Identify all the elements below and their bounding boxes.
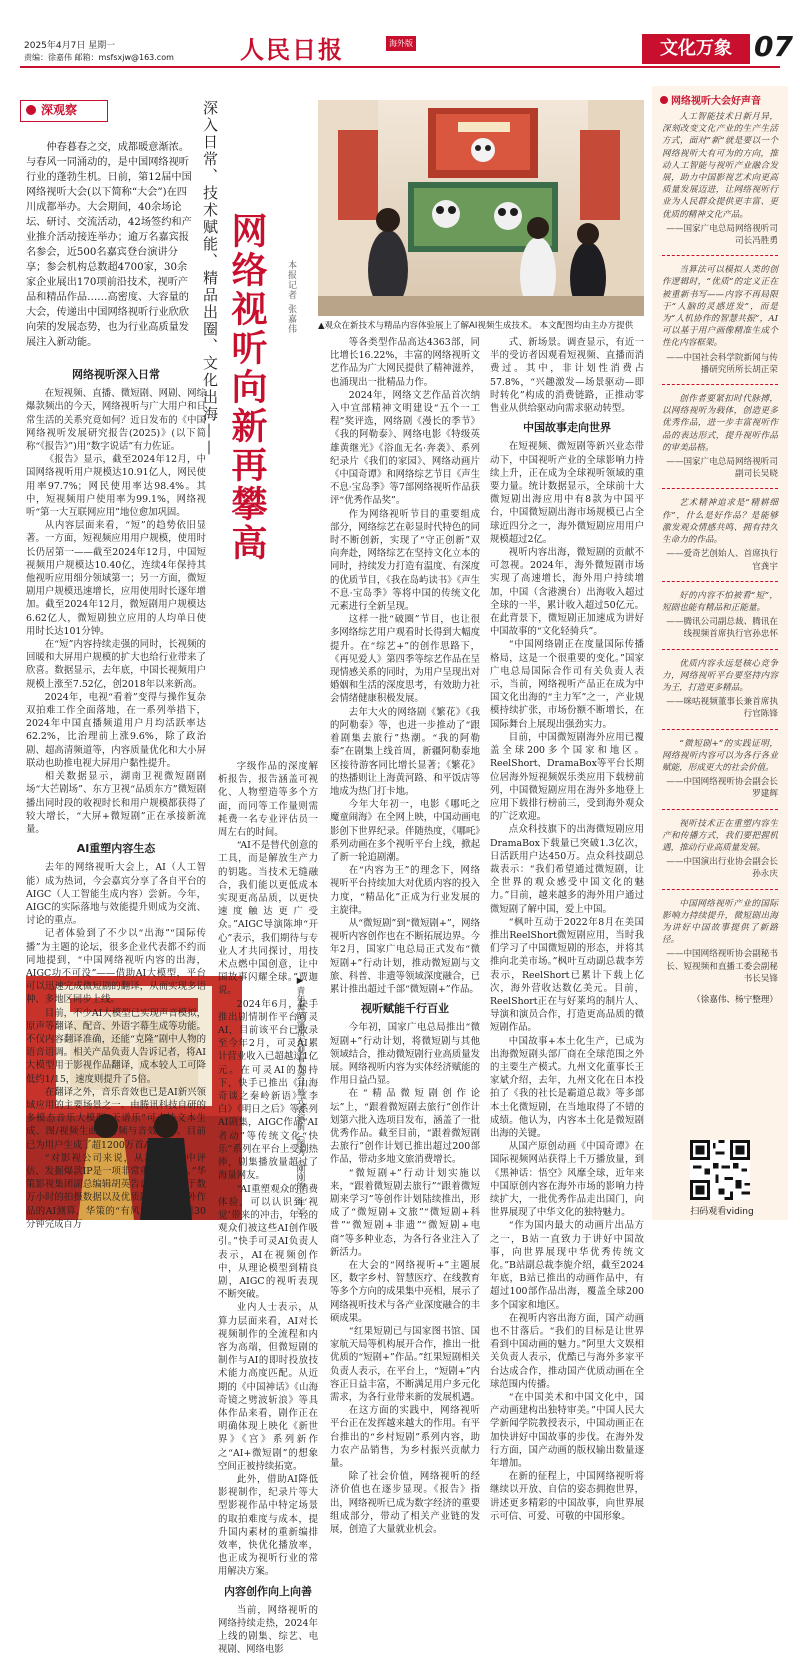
quote-source: ——爱奇艺创始人、首席执行官龚宇 <box>666 549 778 572</box>
article-paragraph: 字级作品的深度解析报告，报告涵盖可视化、人物塑造等多个方面，而同等工作量则需耗费一名专业评估员一周左右的时间。 <box>218 761 318 839</box>
article-paragraph: “对影视公司来说，从海量数字中评估、发掘爆款IP是一项非常重要的工作。”华策影视集团副总编辑胡英告诉记者，基于数万小时的拍摄数据以及优质剧本等海内外作品的AI测算，华策的“有风”大模型可用30分钟完成百万 <box>26 1152 206 1230</box>
compiled-by: （徐嘉伟、杨宁整理） <box>692 994 778 1005</box>
quote-divider <box>662 384 778 385</box>
section-heading: 网络视听深入日常 <box>72 368 160 381</box>
article-paragraph: 除了社会价值，网络视听的经济价值也在逐步显现。《报告》指出，网络视听已成为数字经济的重要组成部分，带动了相关产业链的发展，创造了大量就业机会。 <box>330 1471 481 1536</box>
exhibition-photo <box>318 100 644 316</box>
article-paragraph: 去年大火的网络剧《繁花》《我的阿勒泰》等，也进一步推动了“跟着剧集去旅行”热潮。“我的阿勒泰”在剧集上线首周，新疆阿勒泰地区接待游客同比增长显著；《繁花》的热播则让上海黄河路、和平饭店等地成为热门打卡地。 <box>330 706 481 797</box>
article-column-3 <box>330 336 481 1536</box>
quote-source: ——中国网络视听协会副秘书长、短视频和直播工委会副秘书长吴锋 <box>666 949 778 984</box>
badge-label: 深观察 <box>41 103 78 117</box>
article-paragraph: 记者体验到了不少以“出海”“国际传播”为主题的论坛，很多企业代表都不约而同地提到，“中国网络视听内容的出海，AIGC功不可没”——借助AI大模型，平台可以迅速完成微短剧的翻译，从而实现多语种、多地区同步上线。 <box>26 928 206 1006</box>
sidebar-quote-item <box>662 898 778 985</box>
section-heading: 中国故事走向世界 <box>523 421 611 435</box>
sidebar-dot-icon <box>660 96 668 104</box>
section-heading: AI重塑内容生态 <box>76 842 156 856</box>
masthead-rule <box>20 66 780 68</box>
quote-source: ——腾讯公司副总裁、腾讯在线视频首席执行官孙忠怀 <box>666 617 778 640</box>
article-paragraph: “作为国内最大的动画片出品方之一，B站一直致力于讲好中国故事，向世界展现中华优秀传统文化。”B站副总裁李旎介绍，截至2024年底，B站已推出的动画作品中，有超过100部作品出海，覆盖全球200多个国家和地区。 <box>490 1220 644 1311</box>
article-paragraph: 从“微短剧”到“微短剧+”，网络视听内容创作也在不断拓展边界。今年2月，国家广电总局正式发布“微短剧+”行动计划，推动微短剧与文旅、科普、非遗等领域深度融合，已累计推出超过千部“微短剧+”作品。 <box>330 917 481 995</box>
quote-source: ——咪咕视频董事长兼首席执行官陈锋 <box>666 697 778 720</box>
article-paragraph: 在“短”内容持续走强的同时，长视频的回暖和大屏用户规模的扩大也给行业带来了欣喜。数据显示，去年底，中国长视频用户规模上涨至7.52亿，创2018年以来新高。 <box>26 639 206 690</box>
issue-date: 2025年4月7日 星期一 <box>24 41 116 51</box>
article-paragraph: 去年的网络视听大会上，AI（人工智能）成为热词，今会嘉宾分享了各自平台的AIGC（人工智能生成内容）尝新。今年，AIGC的实际落地与效能提升则成为交流、讨论的重点。 <box>26 862 206 927</box>
article-paragraph: 在新的征程上，中国网络视听将继续以开放、自信的姿态拥抱世界，讲述更多精彩的中国故事，向世界展示可信、可爱、可敬的中国形象。 <box>490 1471 644 1522</box>
article-paragraph: 中国故事+本土化生产，已成为出海微短剧头部厂商在全球范围之外的主要生产模式。九州文化董事长王家斌介绍，去年，九州文化在日本投拍了《我的社长是霸道总裁》等多部本土化微短剧，在当地取得了不错的成绩。他认为，内容本土化是微短剧出海的关键。 <box>490 1035 644 1139</box>
article-paragraph: “红果短剧已与国家图书馆、国家航天局等机构展开合作，推出一批优质的“短剧+”作品。”红果短剧相关负责人表示，在平台上，“短剧+”内容正日益丰富，不断满足用户多元化需求，为各行业带来新的发展机遇。 <box>330 1326 481 1404</box>
article-paragraph: 2024年，网络文艺作品首次纳入中宣部精神文明建设“五个一工程”奖评选，网络剧《漫长的季节》《我的阿勒泰》、网络电影《特级英雄黄继光》《浴血无名·奔袭》、系列纪录片《我们的家园》、网络动画片《中国奇谭》和网络综艺节目《声生不息·宝岛季》等7部网络视听作品获评“优秀作品奖”。 <box>330 389 481 507</box>
article-paragraph: 今年大年初一，电影《哪吒之魔童闹海》在全网上映，中国动画电影创下世界纪录。伴随热度，《哪吒》系列动画在多个视听平台上线，掀起了新一轮追剧潮。 <box>330 799 481 863</box>
newspaper-logo: 人民日报 <box>240 35 344 64</box>
quote-divider <box>662 649 778 650</box>
masthead <box>0 0 800 66</box>
byline: 本报记者 张嘉伟 <box>286 260 296 334</box>
article-paragraph: 等各类型作品高达4363部，同比增长16.22%，丰富的网络视听文艺作品为广大网民提供了精神滋养，也涌现出一批精品力作。 <box>330 337 481 388</box>
article-paragraph: 这样一批“破圈”节目，也让很多网络综艺用户观看时长得到大幅度提升。在“综艺+”的创作思路下，《再见爱人》第四季等综艺作品在呈现情感关系的同时，为用户呈现出对婚姻和生活的深度思考，有效助力社会情绪健康积极发展。 <box>330 614 481 705</box>
article-column-1 <box>26 362 206 1230</box>
section-heading: 视听赋能千行百业 <box>361 1002 449 1016</box>
article-paragraph: “在中国美术和中国文化中，国产动画建构出独特审美。”中国人民大学新闻学院教授表示，中国动画正在加快讲好中国故事的步伐。在海外发行方面，国产动画的版权输出数量逐年增加。 <box>490 1392 644 1470</box>
lead-paragraph: 仲春暮春之交，成都暖意渐浓。与春风一同涌动的，是中国网络视听行业的蓬勃生机。日前，第12届中国网络视听大会(以下简称“大会”)在四川成都举办。大会期间，40余场论坛、研讨、交流活动，42场签约和产业推介活动接连举办；逾万名嘉宾报名参会，近500名嘉宾登台演讲分享；参会机构总数超4700家，30余家企业展出170项前沿技术，视听产品和精品作品……高密度、大容量的大会，传递出中国网络视听行业欣欣向荣的发展态势，也为行业高质量发展注入新动能。 <box>26 142 192 348</box>
sidebar-quote-item <box>662 393 778 480</box>
main-photo-caption: ▲观众在新技术与精品内容体验展上了解AI视频生成技术。 本文配图均由主办方提供 <box>318 321 634 331</box>
overseas-edition-tag: 海外版 <box>386 36 416 51</box>
sidebar-quote-item <box>662 111 778 247</box>
article-paragraph: 在大会的“网络视听+”主题展区，数字乡村、智慧医疗、在线教育等多个方向的成果集中亮相，展示了网络视听技术与各产业深度融合的丰硕成果。 <box>330 1260 481 1324</box>
quote-text: 人工智能技术日新月异，深刻改变文化产业的生产生活方式，面对“新”就是要以一个网络视听大有可为的方向，推动人工智能与视听产业融合发展，助力中国影视艺术向更高质量发展迈进，让网络视听行业为人民群众提供更丰富、更优质的精神文化产品。 <box>662 112 778 220</box>
quote-text: 优质内容永远是核心竞争力，网络视听平台要坚持内容为王，打造更多精品。 <box>662 658 778 693</box>
article-paragraph: 2024年，电视“看着”变得与操作复杂双拍难工作全面落地，在一系列举措下，2024年中国直播频道用户月均活跃率达62.2%，比治理前上涨9.6%，除了政治剧、超高清频道等，内容质量优化和大小屏联动也助推电视大屏用户黏性提升。 <box>26 691 206 769</box>
article-paragraph: 在翻译之外，音乐音效也已是AI新兴领域应用的主要场景之一。由腾讯科技自研的多模态音乐大模型“天谱乐”可支持文本生成、图/视频生曲，音频与音效同步。目前已为用户生成了超1200万首AI歌曲。 <box>26 1086 206 1151</box>
quote-text: 创作者要紧扣时代脉搏，以网络视听为载体，创造更多优秀作品，进一步丰富视听作品的表达形式，提升视听作品的审美品格。 <box>662 394 778 453</box>
quote-source: ——中国网络视听协会副会长罗建辉 <box>666 777 778 800</box>
quote-divider <box>662 729 778 730</box>
article-paragraph: 业内人士表示，从算力层面来看，AI对长视频制作的全流程和内容为高端，但微短剧的制作与AI的即时投放技术能力高度匹配。从近期的《中国神话》《山海奇镜之劈波斩浪》等具体作品来看，剧作正在明确体现上映化《新世界》《宫》系列新作之“AI+微短剧”的想象空间正被持续拓宽。 <box>218 1302 318 1472</box>
article-subtitle: 深入日常、技术赋能、精品出圈、文化出海—— <box>201 100 219 457</box>
section-title: 文化万象 <box>642 34 750 64</box>
badge-dot-icon <box>26 105 36 115</box>
article-paragraph: 在短视频、直播、微短剧、网剧、网综爆款频出的今天，网络视听与广大用户和日常生活的关系究竟如何？近日发布的《中国网络视听发展研究报告(2025)》(以下简称“《报告》”)用“数字说话”有力佐证。 <box>26 388 206 453</box>
page-number: 07 <box>754 30 793 63</box>
sidebar-quote-list <box>652 111 788 985</box>
article-paragraph: “AI不是替代创意的工具，而是解放生产力的钥匙。当技术无缝融合，我们能以更低成本实现更高品质，以更快速度触达更广受众。”AIGC导演陈坤“开心”表示，我们期待与专业人才共同探讨，用技术点燃中国创意，让中国故事闪耀全球。”贾迦说。 <box>218 840 318 997</box>
article-paragraph: 今年初，国家广电总局推出“微短剧+”行动计划，将微短剧与其他领域结合，推动微短剧行业高质量发展。网络视听内容为实体经济赋能的作用日益凸显。 <box>330 1022 481 1087</box>
article-paragraph: 从国产原创动画《中国奇谭》在国际视频网站获得上千万播放量，到《黑神话：悟空》风靡全球，近年来中国原创内容在海外市场的影响力持续扩大，一批优秀作品走出国门，向世界展现了中华文化的独特魅力。 <box>490 1141 644 1219</box>
sidebar-quote-item <box>662 658 778 721</box>
quote-divider <box>662 581 778 582</box>
article-paragraph: 在“精品微短剧创作论坛”上，“跟着微短剧去旅行”创作计划第六批入选项目发布，涵盖了一批优秀作品。截至目前，“跟着微短剧去旅行”创作计划已推出超过200部作品，带动多地文旅消费增长。 <box>330 1088 481 1166</box>
article-paragraph: 视听内容出海，微短剧的贡献不可忽视。2024年，海外微短剧市场实现了高速增长，海外用户持续增加，中国（含港澳台）出海收入超过全球的一半，累计收入超过50亿元。在此背景下，微短剧正加速成为讲好中国故事的“文化轻骑兵”。 <box>490 547 644 638</box>
article-paragraph: 在视听内容出海方面，国产动画也不甘落后。“我们的目标是让世界看到中国动画的魅力。”阿里大文娱相关负责人表示，优酷已与海外多家平台达成合作，推动国产优质动画在全球范围内传播。 <box>490 1312 644 1390</box>
bottom-photo-caption: ▶青年舞蹈演员在观看大会开幕式表演前（图为《刚刚的一年》） <box>295 976 305 1220</box>
quote-text: 视听技术正在重塑内容生产和传播方式，我们要把握机遇，推动行业高质量发展。 <box>662 818 778 853</box>
article-paragraph: 目前，不少AI大模型已实现声音模拟，原声等翻译、配音、外语字幕生成等功能。不仅内容翻译准确，还能“克隆”剧中人物的语音语调。相关产品负责人告诉记者，将AI大模型用于影视作品翻译，成本较人工可降低约1/15，速度则提升了5倍。 <box>26 1007 206 1085</box>
sidebar-quote-item <box>662 738 778 801</box>
sidebar-title <box>652 86 788 111</box>
quote-divider <box>662 255 778 256</box>
quote-text: 好的内容不怕被看“短”，短剧也能有精品和正能量。 <box>662 590 778 613</box>
article-paragraph: “中国网络剧正在度量国际传播格局，这是一个很重要的变化。”国家广电总局国际合作司有关负责人表示，当前，网络视听产品正在成为中国文化出海的“主力军”之一，产业规模持续扩张，市场份额不断增长，在国际舞台上展现出强劲实力。 <box>490 639 644 730</box>
article-column-4 <box>490 336 644 1522</box>
quote-source: ——国家广电总局网络视听司副司长吴晓 <box>666 457 778 480</box>
quote-divider <box>662 809 778 810</box>
quote-source: ——中国社会科学院新闻与传播研究所所长胡正荣 <box>666 352 778 375</box>
qr-code-icon <box>690 1140 750 1200</box>
qr-code-label: 扫码观看viding <box>690 1207 754 1217</box>
article-paragraph: 相关数据显示，湖南卫视微短剧剧场“大芒剧场”、东方卫视“品质东方”微短剧播出同时段的收视时长和用户规模都获得了较大增长，“大屏+微短剧”正在承接新流量。 <box>26 771 206 835</box>
article-paragraph: 在这方面的实践中，网络视听平台正在发挥越来越大的作用。有平台推出的“乡村短剧”系列内容，助力农产品销售，为乡村振兴贡献力量。 <box>330 1405 481 1470</box>
quote-divider <box>662 889 778 890</box>
article-title: 网络视听向新再攀高 <box>226 212 267 563</box>
quote-text: 中国网络视听产业的国际影响力持续提升，微短剧出海为讲好中国故事提供了新路径。 <box>662 898 778 946</box>
quote-text: 艺术精神追求是“精耕细作”，什么是好作品？是能够激发观众情感共鸣、拥有持久生命力的作品。 <box>662 498 778 546</box>
qr-code[interactable] <box>690 1140 750 1200</box>
article-paragraph: 在“内容为王”的理念下，网络视听平台持续加大对优质内容的投入力度，“精品化”正成为行业发展的主旋律。 <box>330 865 481 916</box>
article-paragraph: 从内容层面来看，“短”的趋势依旧显著。一方面，短视频应用用户规模，使用时长仍居第一——截至2024年12月，中国短视频用户规模达10.40亿，连续4年保持其他视听应用细分领域第一；另一方面，微短剧用户规模迅速增长，应用使用时长逐年增加。截至2024年12月，微短剧用户规模达6.62亿人，微短剧独立应用的人均单日使用时长达101分钟。 <box>26 520 206 637</box>
article-paragraph: 作为网络视听节目的重要组成部分，网络综艺在彰显时代特色的同时不断创新，实现了“守正创新”双向奔赴，网络综艺在坚持文化立本的同时，持续发力打造有温度、有深度的优质节目，《我在岛屿读书》《声生不息·宝岛季》等将中国的传统文化元素进行全新呈现。 <box>330 508 481 613</box>
article-paragraph: 2024年6月，快手推出剧情制作平台可灵AI，目前该平台已收录至今年2月，可灵AI累计营业收入已超越过1亿元。在可灵AI的加持下，快手已推出《山海奇谈之秦岭新语》《李白》《明日之后》等系列AI剧集，AIGC作品“AI者动”等传统文化“快乐”系列在平台上受到热捧，剧集播放量超过了海量网友。 <box>218 998 318 1182</box>
article-paragraph: “枫叶互动于2022年8月在美国推出ReelShort微短剧应用，当时我们学习了中国微短剧的形态，并将其推向北美市场。”枫叶互动副总裁李芳表示，ReelShort已累计下载上亿次，海外营收达数亿美元。目前，ReelShort正在与好莱坞的制片人、导演和演员合作，打造更高品质的微短剧作品。 <box>490 916 644 1034</box>
quote-divider <box>662 488 778 489</box>
exhibition-photo-illustration <box>318 100 644 316</box>
article-paragraph: 在短视频、微短剧等新兴业态带动下，中国视听产业的全球影响力持续上升，正在成为全球视听领域的重要力量。统计数据显示，全球前十大微短剧出海应用中有8款为中国平台，中国微短剧出海市场规模已占全球近四分之一，海外微短剧应用用户规模超过2亿。 <box>490 441 644 545</box>
quote-source: ——国家广电总局网络视听司司长冯胜勇 <box>666 223 778 247</box>
sidebar-title-text: 网络视听大会好声音 <box>671 96 761 107</box>
section-badge <box>20 100 108 122</box>
sidebar-quote-item <box>662 497 778 572</box>
section-heading: 内容创作向上向善 <box>224 1584 312 1598</box>
article-paragraph: 此外，借助AI降低影视制作，纪录片等大型影视作品中特定场景的取拍难度与成本，提升国内素材的重新编排效率，快优化播放率，也正成为视听行业的常用解决方案。 <box>218 1473 318 1578</box>
editor-line: 责编：徐嘉伟 邮箱：msfsxjw@163.com <box>24 53 174 62</box>
quotes-sidebar <box>652 86 788 1220</box>
quote-source: ——中国演出行业协会副会长孙永庆 <box>666 857 778 880</box>
sidebar-quote-item <box>662 818 778 881</box>
sidebar-quote-item <box>662 264 778 376</box>
quote-text: “微短剧+”的实践证明，网络视听内容可以为各行各业赋能，形成更大的社会价值。 <box>662 738 778 773</box>
quote-text: 当算法可以模拟人类的创作逻辑时，“优质”的定义正在被重新书写——内容不再局限于“人脑的灵感迸发”，而是为“人机协作的智慧共振”，AI可以基于用户画像精准生成个性化内容框架。 <box>662 265 778 349</box>
article-paragraph: “AI重塑观众的消费体验，可以认识到‘视觉’带来的冲击，年轻的观众们被这些AI创作吸引。”快手可灵AI负责人表示，AI在视频创作中，从理论模型到精良剧，AIGC的视听表现不断突破。 <box>218 1183 318 1301</box>
article-paragraph: “微短剧+”行动计划实施以来，“跟着微短剧去旅行”“跟着微短剧来学习”等创作计划陆续推出，形成了“微短剧+文旅”“微短剧+科普”“微短剧+非遗”“微短剧+电商”等多种业态，为各行各业注入了新活力。 <box>330 1167 480 1258</box>
article-paragraph: 《报告》显示，截至2024年12月，中国网络视听用户规模达10.91亿人，网民使用率97.7%；网民使用率达98.4%。其中，短视频用户使用率为99.1%，网络视听“第一大互联网应用”地位愈加巩固。 <box>26 454 206 519</box>
article-paragraph: 目前，中国微短剧海外应用已覆盖全球200多个国家和地区。ReelShort、DramaBox等平台长期位居海外短视频娱乐类应用下载榜前列，中国微短剧应用在海外多地登上应用下载排行榜前三，受到海外观众的广泛欢迎。 <box>490 731 644 823</box>
sidebar-quote-item <box>662 590 778 641</box>
article-paragraph: 当前，网络视听的网络持续走热，2024年上线的剧集、综艺、电视剧、网络电影 <box>218 1604 318 1656</box>
article-paragraph: 式、新场景。调查显示，有近一半的受访者因观看短视频、直播而消费过。其中，非计划性消费占57.8%，“兴趣激发—场景驱动—即时转化”构成的消费链路，正推动零售业从供给驱动向需求驱动转型。 <box>490 337 644 415</box>
article-paragraph: 点众科技旗下的出海微短剧应用DramaBox下载量已突破1.3亿次，日活跃用户达450万。点众科技副总裁表示：“我们希望通过微短剧，让全世界的观众感受中国文化的魅力。”目前，越来越多的海外用户通过微短剧了解中国，爱上中国。 <box>490 824 644 915</box>
